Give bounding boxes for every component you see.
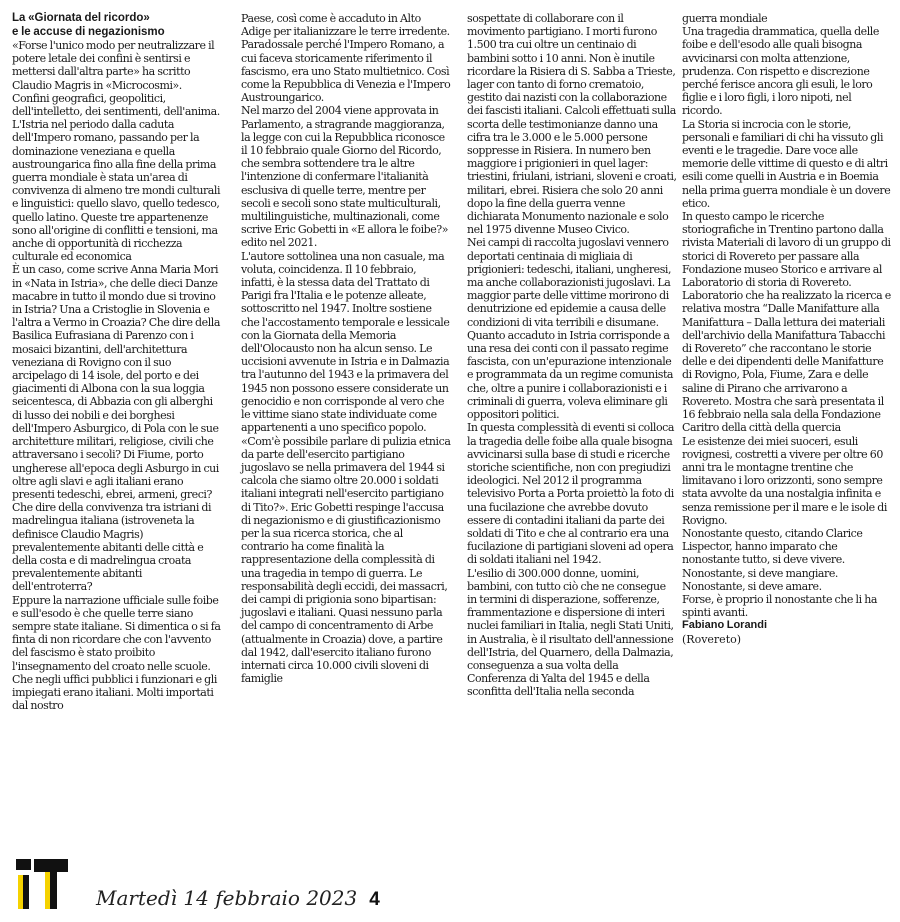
publication-date: Martedì 14 febbraio 2023 (96, 886, 358, 910)
author-location: (Rovereto) (682, 632, 742, 646)
paragraph: In questo campo le ricerche storiografiche in Trentino partono dalla rivista Materiali di lavoro di un gruppo di storici di Rovereto per passare alla Fondazione museo Storico e arrivare al Laboratorio di storia di Rovereto. (682, 210, 891, 290)
article-title-line-1: La «Giornata del ricordo» (12, 12, 150, 24)
paragraph: La Storia si incrocia con le storie, personali e familiari di chi ha vissuto gli eventi e le tragedie. Dare voce alle memorie delle vittime di questo e di altri esili come quelli in Austria e in Boemia nella prima guerra mondiale è un dovere etico. (682, 117, 891, 210)
paragraph: Forse, è proprio il nonostante che li ha spinti avanti. (682, 592, 877, 620)
article-column-3 (467, 12, 677, 699)
author-signature: Fabiano Lorandi (682, 619, 768, 632)
paragraph: guerra mondiale (682, 12, 768, 25)
footer-date-line (96, 886, 380, 912)
paragraph: Paradossale perché l'Impero Romano, a cui faceva storicamente riferimento il fascismo, era uno Stato multietnico. Così come la Repubblica di Venezia e l'Impero Austroungarico. (241, 38, 451, 105)
article-column-4 (682, 12, 892, 646)
paragraph: Nei campi di raccolta jugoslavi vennero deportati centinaia di migliaia di prigionieri: tedeschi, italiani, ungheresi, ma anche collaborazionisti jugoslavi. La maggior parte delle vittime morirono di denutrizione ed epidemie a causa delle condizioni di vita terribili e disumane. Quanto accaduto in Istria corrisponde a una resa dei conti con il passato regime fascista, con un'epurazione intenzionale e programmata da un regime comunista che, oltre a punire i collaborazionisti e i criminali di guerra, voleva eliminare gli oppositori politici. (467, 236, 674, 422)
paragraph: Laboratorio che ha realizzato la ricerca e relativa mostra “Dalle Manifatture alla Manifattura – Dalla lettura dei materiali dell'archivio della Manifattura Tabacchi di Rovereto” che raccontano le storie delle e dei dipendenti delle Manifatture di Rovigno, Pola, Fiume, Zara e delle saline di Pirano che arrivarono a Rovereto. Mostra che sarà presentata il 16 febbraio nella sala della Fondazione Caritro della città della quercia (682, 289, 891, 435)
paragraph: Paese, così come è accaduto in Alto Adige per italianizzare le terre irredente. (241, 12, 450, 39)
page-number: 4 (369, 889, 380, 910)
paragraph: L'autore sottolinea una non casuale, ma voluta, coincidenza. Il 10 febbraio, infatti, è la stessa data del Trattato di Parigi fra l'Italia e le potenze alleate, sottoscritto nel 1947. Inoltre sostiene che l'accostamento temporale e lessicale con la Giornata della Memoria dell'Olocausto non ha alcun senso. Le uccisioni avvenute in Istria e in Dalmazia tra l'autunno del 1943 e la primavera del 1945 non possono essere considerate un genocidio e non corrisponde al vero che le vittime siano state individuate come appartenenti a uno specifico popolo. (241, 249, 450, 435)
paragraph: In questa complessità di eventi si colloca la tragedia delle foibe alla quale bisogna avvicinarsi sulla base di studi e ricerche storiche scientifiche, non con pregiudizi ideologici. Nel 2012 il programma televisivo Porta a Porta proiettò la foto di una fucilazione che avrebbe dovuto essere di contadini italiani da parte dei soldati di Tito e che al contrario era una fucilazione di partigiani sloveni ad opera di soldati italiani nel 1942. (467, 421, 674, 567)
paragraph: Nonostante questo, citando Clarice Lispector, hanno imparato che nonostante tutto, si deve vivere. Nonostante, si deve mangiare. Nonostante, si deve amare. (682, 526, 863, 593)
paragraph: L'esilio di 300.000 donne, uomini, bambini, con tutto ciò che ne consegue in termini di disperazione, sofferenze, frammentazione e dispersione di interi nuclei familiari in Italia, negli Stati Uniti, in Australia, è il risultato dell'annessione dell'Istria, del Quarnero, della Dalmazia, conseguenza a sua volta della Conferenza di Yalta del 1945 e della sconfitta dell'Italia nella seconda (467, 566, 674, 699)
paragraph: Le esistenze dei miei suoceri, esuli rovignesi, costretti a vivere per oltre 60 anni tra le montagne trentine che limitavano i loro orizzonti, sono sempre stata avvolte da una nostalgia infinita e senza remissione per il mare e le isole di Rovigno. (682, 434, 887, 527)
newspaper-logo-icon (14, 856, 70, 912)
paragraph: Eppure la narrazione ufficiale sulle foibe e sull'esodo è che quelle terre siano sempre state italiane. Si dimentica o si fa finta di non ricordare che con l'avvento del fascismo è stato proibito l'insegnamento del croato nelle scuole. Che negli uffici pubblici i funzionari e gli impiegati erano italiani. Molti importati dal nostro (12, 593, 221, 713)
page-footer (14, 856, 614, 912)
article-column-2 (241, 12, 451, 685)
article-title-line-2: e le accuse di negazionismo (12, 25, 165, 38)
article-column-1 (12, 12, 222, 712)
paragraph: «Forse l'unico modo per neutralizzare il potere letale dei confini è sentirsi e mettersi dall'altra parte» ha scritto Claudio Magris in «Microcosmi». (12, 39, 215, 92)
paragraph: Una tragedia drammatica, quella delle foibe e dell'esodo alle quali bisogna avvicinarsi con molta attenzione, prudenza. Con rispetto e discrezione perché ferisce ancora gli esuli, le loro figlie e i loro figli, i loro nipoti, nel ricordo. (682, 25, 879, 118)
paragraph: Nel marzo del 2004 viene approvata in Parlamento, a stragrande maggioranza, la legge con cui la Repubblica riconosce il 10 febbraio quale Giorno del Ricordo, che sembra sottendere tra le altre l'intenzione di confermare l'italianità esclusiva di quelle terre, mentre per secoli e secoli sono state multiculturali, multilinguistiche, multinazionali, come scrive Eric Gobetti in «E allora le foibe?» edito nel 2021. (241, 104, 449, 250)
paragraph: Confini geografici, geopolitici, dell'intelletto, dei sentimenti, dell'anima. (12, 91, 220, 119)
paragraph: sospettate di collaborare con il movimento partigiano. I morti furono 1.500 tra cui oltre un centinaio di bambini sotto i 10 anni. Non è inutile ricordare la Risiera di S. Sabba a Trieste, lager con tanto di forno crematoio, gestito dai nazisti con la collaborazione dei fascisti italiani. Calcoli effettuati sulla scorta delle testimonianze danno una cifra tra le 3.000 e le 5.000 persone soppresse in Risiera. In numero ben maggiore i prigionieri in quel lager: triestini, friulani, istriani, sloveni e croati, militari, ebrei. Risiera che solo 20 anni dopo la fine della guerra venne dichiarata Monumento nazionale e solo nel 1975 divenne Museo Civico. (467, 12, 677, 237)
paragraph: «Com'è possibile parlare di pulizia etnica da parte dell'esercito partigiano jugoslavo se nella primavera del 1944 si calcola che siamo oltre 20.000 i soldati italiani integrati nell'esercito partigiano di Tito?». Eric Gobetti respinge l'accusa di negazionismo e di giustificazionismo per la sua ricerca storica, che al contrario ha come finalità la rappresentazione della complessità di una tragedia in tempo di guerra. Le responsabilità degli eccidi, dei massacri, dei campi di prigionia sono bipartisan: jugoslavi e italiani. Quasi nessuno parla del campo di concentramento di Arbe (attualmente in Croazia) dove, a partire dal 1942, dall'esercito italiano furono internati circa 10.000 civili sloveni di famiglie (241, 434, 451, 686)
paragraph: Che dire della convivenza tra istriani di madrelingua italiana (istroveneta la definisce Claudio Magris) prevalentemente abitanti delle città e della costa e di madrelingua croata prevalentemente abitanti dell'entroterra? (12, 501, 212, 594)
paragraph: È un caso, come scrive Anna Maria Mori in «Nata in Istria», che delle dieci Danze macabre in tutto il mondo due si trovino in Istria? Una a Cristoglie in Slovenia e l'altra a Vermo in Croazia? Che dire della Basilica Eufrasiana di Parenzo con i mosaici bizantini, dell'architettura veneziana di Rovigno con il suo arcipelago di 14 isole, del porto e dei giacimenti di Albona con la sua loggia seicentesca, di Abbazia con gli alberghi di lusso dei nobili e dei borghesi dell'Impero Asburgico, di Pola con le sue architetture militari, religiose, civili che attraversano i secoli? Di Fiume, porto ungherese all'epoca degli Asburgo in cui oltre agli slavi e agli italiani erano presenti tedeschi, ebrei, armeni, greci? (12, 263, 220, 501)
paragraph: L'Istria nel periodo dalla caduta dell'Impero romano, passando per la dominazione veneziana e quella austroungarica fino alla fine della prima guerra mondiale è stata un'area di convivenza di almeno tre mondi culturali e linguistici: quello slavo, quello tedesco, quello latino. Queste tre appartenenze sono all'origine di conflitti e tensioni, ma anche di opportunità di ricchezza culturale ed economica (12, 118, 221, 264)
